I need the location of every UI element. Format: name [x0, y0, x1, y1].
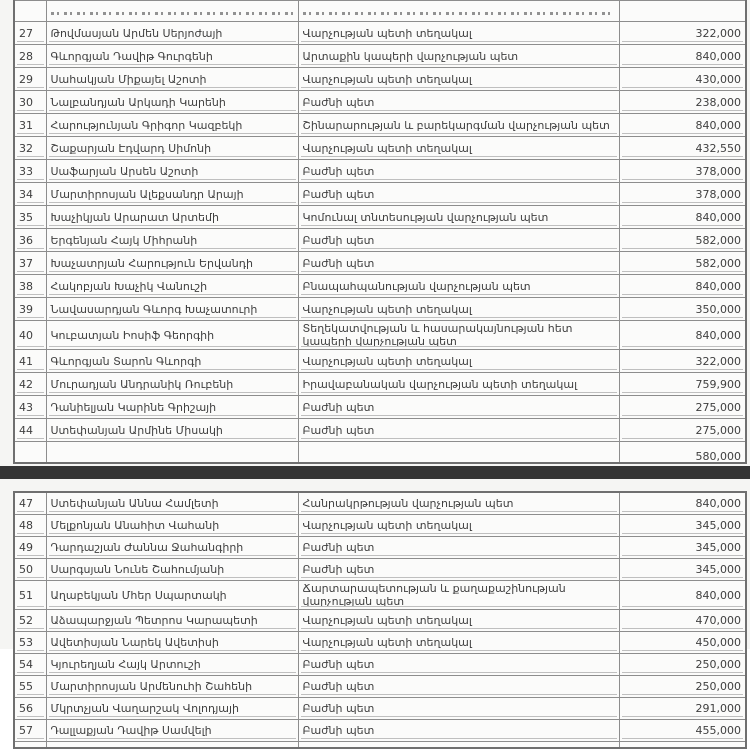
salary-cell: 250,000 — [619, 654, 746, 676]
name-cell: Կուբատյան Իոսիֆ Գեորգիի — [46, 321, 298, 350]
name-cell: Ստեփանյան Արմինե Միսակի — [46, 419, 298, 442]
row-number-cell: 44 — [14, 419, 46, 442]
position-cell: Վարչության պետի տեղակալ — [298, 632, 619, 654]
salary-cell: 322,000 — [619, 350, 746, 373]
name-cell: Երգենյան Հայկ Միհրանի — [46, 229, 298, 252]
position-cell: Վարչության պետի տեղակալ — [298, 137, 619, 160]
table-row — [14, 350, 746, 373]
salary-cell: 840,000 — [619, 114, 746, 137]
salary-table-lower — [13, 491, 747, 749]
name-cell: Նալբանդյան Արկադի Կարենի — [46, 91, 298, 114]
salary-cell: 470,000 — [619, 610, 746, 632]
position-cell: Իրավաբանական վարչության պետի տեղակալ — [298, 373, 619, 396]
salary-cell: 275,000 — [619, 419, 746, 442]
salary-cell: 582,000 — [619, 252, 746, 275]
salary-cell: 582,000 — [619, 229, 746, 252]
position-cell: Բնապահպանության վարչության պետ — [298, 275, 619, 298]
salary-cell: 840,000 — [619, 275, 746, 298]
table-row — [14, 321, 746, 350]
table-row — [14, 373, 746, 396]
position-cell: Վարչության պետի տեղակալ — [298, 22, 619, 45]
row-number-cell: 57 — [14, 720, 46, 742]
name-cell: Կյուրեղյան Հայկ Արտուշի — [46, 654, 298, 676]
name-cell: Աձապարջյան Պետրոս Կարապետի — [46, 610, 298, 632]
row-number-cell: 29 — [14, 68, 46, 91]
position-cell — [298, 1, 619, 22]
position-cell — [298, 442, 619, 464]
name-cell: Դալլաքյան Դավիթ Սամվելի — [46, 720, 298, 742]
table-row — [14, 610, 746, 632]
table-row — [14, 22, 746, 45]
row-number-cell — [14, 1, 46, 22]
row-number-cell: 53 — [14, 632, 46, 654]
name-cell: Ստեփանյան Աննա Համլետի — [46, 492, 298, 515]
table-row — [14, 492, 746, 515]
position-cell: Բաժնի պետ — [298, 720, 619, 742]
table-row — [14, 676, 746, 698]
name-cell: Հակոբյան Խաչիկ Վանուշի — [46, 275, 298, 298]
position-cell: Տեղեկատվության և հասարակայնության հետ կապերի վարչության պետ — [298, 321, 619, 350]
row-number-cell: 51 — [14, 581, 46, 610]
table-row — [14, 515, 746, 537]
position-cell: Բաժնի պետ — [298, 654, 619, 676]
position-cell: Բաժնի պետ — [298, 559, 619, 581]
position-cell: Վարչության պետի տեղակալ — [298, 515, 619, 537]
salary-cell: 345,000 — [619, 515, 746, 537]
position-cell: Բաժնի պետ — [298, 698, 619, 720]
salary-cell: 345,000 — [619, 537, 746, 559]
salary-cell: 840,000 — [619, 45, 746, 68]
salary-cell — [619, 742, 746, 749]
salary-cell: 350,000 — [619, 298, 746, 321]
clipped-bottom-row — [14, 442, 746, 464]
name-cell: Թովմասյան Արմեն Սերյոժայի — [46, 22, 298, 45]
name-cell: Հարությունյան Գրիգոր Կազբեկի — [46, 114, 298, 137]
table-row — [14, 559, 746, 581]
salary-cell: 450,000 — [619, 632, 746, 654]
name-cell: Մկրտչյան Վաղարշակ Վոլոդյայի — [46, 698, 298, 720]
table-row — [14, 537, 746, 559]
row-number-cell: 36 — [14, 229, 46, 252]
illegible-text-sliver — [303, 12, 615, 15]
table-row — [14, 298, 746, 321]
row-number-cell: 41 — [14, 350, 46, 373]
name-cell: Դանիելյան Կարինե Գրիշայի — [46, 396, 298, 419]
salary-cell: 378,000 — [619, 160, 746, 183]
position-cell: Վարչության պետի տեղակալ — [298, 350, 619, 373]
table-row — [14, 45, 746, 68]
name-cell: Մարտիրոսյան Ալեքսանդր Արայի — [46, 183, 298, 206]
row-number-cell: 49 — [14, 537, 46, 559]
name-cell: Մելքոնյան Անահիտ Վահանի — [46, 515, 298, 537]
row-number-cell: 27 — [14, 22, 46, 45]
page-break-divider — [0, 466, 750, 479]
position-cell: Բաժնի պետ — [298, 396, 619, 419]
position-cell: Ճարտարապետության և քաղաքաշինության վարչության պետ — [298, 581, 619, 610]
position-cell: Բաժնի պետ — [298, 91, 619, 114]
table-row — [14, 229, 746, 252]
table-row — [14, 91, 746, 114]
salary-cell: 840,000 — [619, 492, 746, 515]
row-number-cell: 55 — [14, 676, 46, 698]
row-number-cell: 30 — [14, 91, 46, 114]
position-cell: Բաժնի պետ — [298, 419, 619, 442]
name-cell: Դարդաշյան Ժաննա Ջահանգիրի — [46, 537, 298, 559]
row-number-cell: 42 — [14, 373, 46, 396]
salary-cell: 840,000 — [619, 581, 746, 610]
salary-cell: 840,000 — [619, 321, 746, 350]
table-row — [14, 396, 746, 419]
salary-cell: 322,000 — [619, 22, 746, 45]
name-cell — [46, 1, 298, 22]
position-cell: Վարչության պետի տեղակալ — [298, 610, 619, 632]
row-number-cell: 52 — [14, 610, 46, 632]
row-number-cell: 56 — [14, 698, 46, 720]
salary-cell: 430,000 — [619, 68, 746, 91]
salary-cell: 275,000 — [619, 396, 746, 419]
salary-cell: 759,900 — [619, 373, 746, 396]
row-number-cell: 34 — [14, 183, 46, 206]
row-number-cell: 54 — [14, 654, 46, 676]
salary-cell: 378,000 — [619, 183, 746, 206]
row-number-cell: 35 — [14, 206, 46, 229]
row-number-cell — [14, 742, 46, 749]
table-row — [14, 419, 746, 442]
salary-cell: 432,550 — [619, 137, 746, 160]
salary-cell — [619, 442, 746, 464]
position-cell: Բաժնի պետ — [298, 252, 619, 275]
table-row — [14, 206, 746, 229]
table-row — [14, 114, 746, 137]
table-row — [14, 720, 746, 742]
salary-cell: 345,000 — [619, 559, 746, 581]
name-cell: Խաչատրյան Հարություն Երվանդի — [46, 252, 298, 275]
table-row — [14, 183, 746, 206]
salary-cell: 238,000 — [619, 91, 746, 114]
salary-cell — [619, 1, 746, 22]
table-row — [14, 137, 746, 160]
salary-cell: 250,000 — [619, 676, 746, 698]
table-row — [14, 275, 746, 298]
name-cell — [46, 742, 298, 749]
name-cell: Սարգսյան Նունե Շահումյանի — [46, 559, 298, 581]
position-cell: Բաժնի պետ — [298, 160, 619, 183]
row-number-cell: 28 — [14, 45, 46, 68]
row-number-cell: 50 — [14, 559, 46, 581]
row-number-cell: 37 — [14, 252, 46, 275]
page-gap — [0, 479, 750, 491]
position-cell — [298, 742, 619, 749]
row-number-cell: 47 — [14, 492, 46, 515]
salary-table-upper — [13, 0, 747, 464]
clipped-top-row — [14, 1, 746, 22]
name-cell: Աղաբեկյան Մհեր Սպարտակի — [46, 581, 298, 610]
name-cell: Գևորգյան Տարոն Գևորգի — [46, 350, 298, 373]
table-body-upper — [14, 22, 746, 442]
position-cell: Բաժնի պետ — [298, 676, 619, 698]
position-cell: Վարչության պետի տեղակալ — [298, 68, 619, 91]
name-cell: Մուրադյան Անդրանիկ Ռուբենի — [46, 373, 298, 396]
table-row — [14, 632, 746, 654]
row-number-cell: 38 — [14, 275, 46, 298]
salary-cell: 840,000 — [619, 206, 746, 229]
clipped-bottom-row-2 — [14, 742, 746, 749]
table-row — [14, 581, 746, 610]
position-cell: Բաժնի պետ — [298, 537, 619, 559]
illegible-text-sliver — [51, 12, 294, 15]
position-cell: Բաժնի պետ — [298, 229, 619, 252]
row-number-cell: 48 — [14, 515, 46, 537]
position-cell: Հանրակրթության վարչության պետ — [298, 492, 619, 515]
name-cell: Շաքարյան Էդվարդ Սիմոնի — [46, 137, 298, 160]
row-number-cell: 40 — [14, 321, 46, 350]
name-cell: Ավետիսյան Նարեկ Ավետիսի — [46, 632, 298, 654]
row-number-cell: 31 — [14, 114, 46, 137]
table-row — [14, 252, 746, 275]
name-cell: Գևորգյան Դավիթ Գուրգենի — [46, 45, 298, 68]
row-number-cell: 39 — [14, 298, 46, 321]
table-row — [14, 698, 746, 720]
position-cell: Վարչության պետի տեղակալ — [298, 298, 619, 321]
table-row — [14, 68, 746, 91]
name-cell: Սահակյան Միքայել Աշոտի — [46, 68, 298, 91]
table-body-lower — [14, 492, 746, 742]
salary-cell: 455,000 — [619, 720, 746, 742]
row-number-cell: 32 — [14, 137, 46, 160]
position-cell: Կոմունալ տնտեսության վարչության պետ — [298, 206, 619, 229]
name-cell — [46, 442, 298, 464]
clipped-salary-value: 580,000 — [695, 449, 741, 463]
name-cell: Նավասարդյան Գևորգ Խաչատուրի — [46, 298, 298, 321]
row-number-cell: 33 — [14, 160, 46, 183]
position-cell: Շինարարության և բարեկարգման վարչության պետ — [298, 114, 619, 137]
name-cell: Խաչիկյան Արարատ Արտեմի — [46, 206, 298, 229]
position-cell: Բաժնի պետ — [298, 183, 619, 206]
name-cell: Սաֆարյան Արսեն Աշոտի — [46, 160, 298, 183]
table-row — [14, 654, 746, 676]
salary-cell: 291,000 — [619, 698, 746, 720]
row-number-cell — [14, 442, 46, 464]
row-number-cell: 43 — [14, 396, 46, 419]
table-row — [14, 160, 746, 183]
position-cell: Արտաքին կապերի վարչության պետ — [298, 45, 619, 68]
name-cell: Մարտիրոսյան Արմենուհի Շահենի — [46, 676, 298, 698]
